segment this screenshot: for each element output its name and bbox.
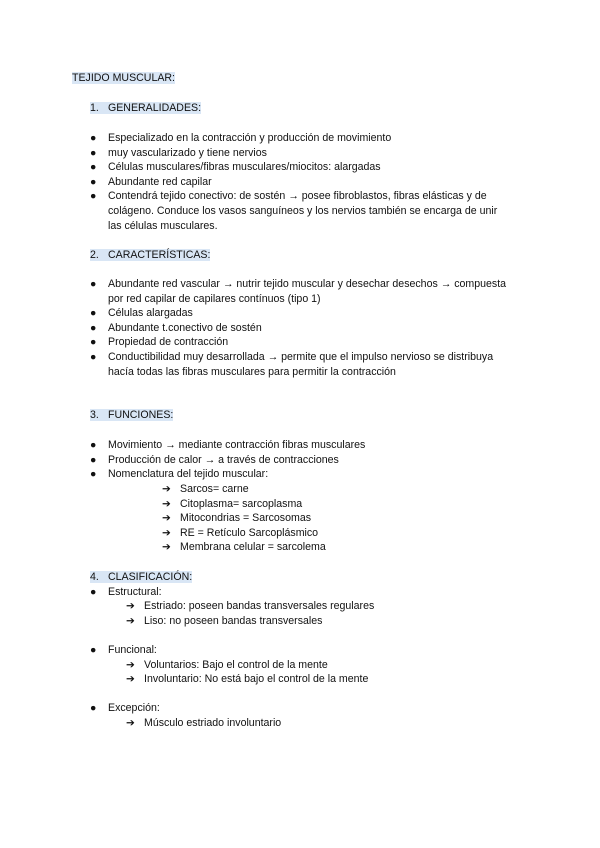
list-item-line: Contendrá tejido conectivo: de sostén → posee fibroblastos, fibras elásticas y de <box>108 190 487 203</box>
bullet-icon: ● <box>90 146 97 159</box>
list-item: Especializado en la contracción y producción de movimiento <box>108 132 392 144</box>
group-label: Funcional: <box>108 644 157 656</box>
bullet-icon: ● <box>90 439 97 451</box>
bullet-icon: ● <box>90 278 97 290</box>
sub-list-item: Involuntario: No está bajo el control de la mente <box>144 673 369 686</box>
list-item: Abundante t.conectivo de sostén <box>108 321 262 334</box>
list-item-line: Abundante red vascular → nutrir tejido muscular y desechar desechos → compuesta <box>108 278 507 290</box>
bullet-icon: ● <box>90 336 97 349</box>
list-item-line: hacía todas las fibras musculares para permitir la contracción <box>108 365 396 378</box>
sub-list-item: Citoplasma= sarcoplasma <box>180 497 303 510</box>
arrow-icon: ➔ <box>162 512 171 525</box>
arrow-icon: ➔ <box>162 483 171 495</box>
section-heading-funciones: 3. FUNCIONES: <box>90 409 174 421</box>
sub-list-item: Membrana celular = sarcolema <box>180 541 326 554</box>
section-heading-clasificacion: 4. CLASIFICACIÓN: <box>90 571 193 583</box>
list-item: Nomenclatura del tejido muscular: <box>108 468 269 481</box>
list-item-line: colágeno. Conduce los vasos sanguíneos y los nervios también se encarga de unir <box>108 205 498 217</box>
arrow-icon: ➔ <box>162 526 171 539</box>
group-label: Estructural: <box>108 585 162 598</box>
list-item-line: por red capilar de capilares contínuos (tipo 1) <box>108 292 321 305</box>
list-item: Producción de calor → a través de contracciones <box>108 453 339 466</box>
bullet-icon: ● <box>90 132 97 144</box>
list-item: Propiedad de contracción <box>108 336 229 349</box>
bullet-icon: ● <box>90 351 97 363</box>
bullet-icon: ● <box>90 468 97 481</box>
section-heading-generalidades: 1. GENERALIDADES: <box>90 102 202 114</box>
sub-list-item: Liso: no poseen bandas transversales <box>144 614 323 627</box>
sub-list-item: Músculo estriado involuntario <box>144 717 282 729</box>
arrow-icon: ➔ <box>126 658 135 671</box>
bullet-icon: ● <box>90 307 97 320</box>
list-item: muy vascularizado y tiene nervios <box>108 146 267 159</box>
arrow-icon: ➔ <box>162 541 171 554</box>
bullet-icon: ● <box>90 175 97 188</box>
bullet-icon: ● <box>90 190 97 203</box>
list-item-line: las células musculares. <box>108 219 218 232</box>
list-item-line: Conductibilidad muy desarrollada → permite que el impulso nervioso se distribuya <box>108 351 494 363</box>
bullet-icon: ● <box>90 702 97 715</box>
list-item: Abundante red capilar <box>108 175 212 188</box>
sub-list-item: Voluntarios: Bajo el control de la mente <box>144 658 328 671</box>
section-heading-caracteristicas: 2. CARACTERÍSTICAS: <box>90 249 211 261</box>
bullet-icon: ● <box>90 453 97 466</box>
arrow-icon: ➔ <box>126 600 135 613</box>
arrow-icon: ➔ <box>126 717 135 729</box>
document-title: TEJIDO MUSCULAR: <box>72 72 176 84</box>
arrow-icon: ➔ <box>162 497 171 510</box>
bullet-icon: ● <box>90 644 97 656</box>
arrow-icon: ➔ <box>126 614 135 627</box>
group-label: Excepción: <box>108 702 160 715</box>
sub-list-item: RE = Retículo Sarcoplásmico <box>180 526 319 539</box>
list-item: Células alargadas <box>108 307 193 320</box>
list-item: Células musculares/fibras musculares/miocitos: alargadas <box>108 161 381 174</box>
sub-list-item: Sarcos= carne <box>180 483 249 495</box>
bullet-icon: ● <box>90 585 97 598</box>
sub-list-item: Estriado: poseen bandas transversales regulares <box>144 600 375 613</box>
sub-list-item: Mitocondrias = Sarcosomas <box>180 512 312 525</box>
arrow-icon: ➔ <box>126 673 135 686</box>
bullet-icon: ● <box>90 161 97 174</box>
bullet-icon: ● <box>90 321 97 334</box>
list-item: Movimiento → mediante contracción fibras musculares <box>108 439 366 451</box>
